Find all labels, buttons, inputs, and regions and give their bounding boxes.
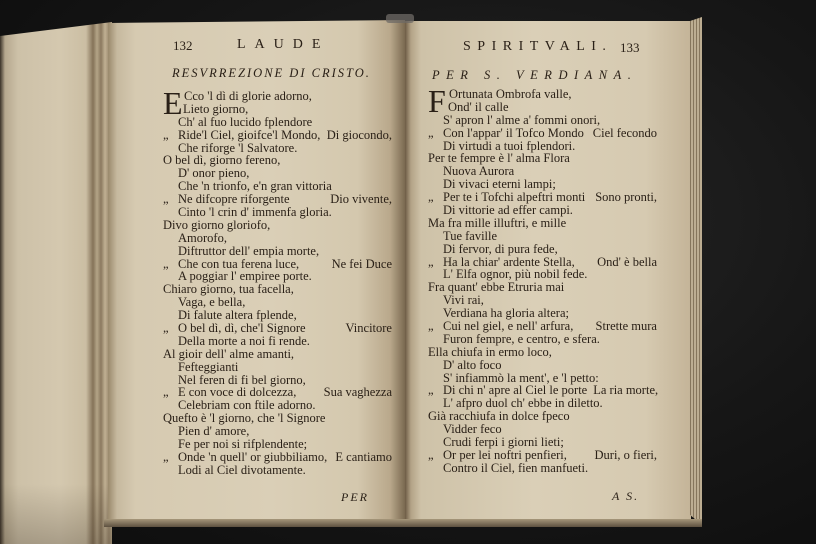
poem-title: PER S. VERDIANA. xyxy=(432,68,638,82)
verse-line: Celebriam con ftile adorno. xyxy=(178,398,316,413)
quote-mark: „ xyxy=(163,449,169,464)
drop-cap: F xyxy=(428,83,446,119)
verse-line xyxy=(428,127,657,140)
verse-rhyme-aside: Vincitore xyxy=(345,321,392,336)
quote-mark: „ xyxy=(428,447,434,462)
verse-text: Ride'l Ciel, gioifce'l Mondo, xyxy=(178,127,321,142)
verse-line: Lieto giorno, xyxy=(183,101,249,116)
verse-line: Contro il Ciel, fien manfueti. xyxy=(443,460,589,475)
verse-line: Vivi rai, xyxy=(443,293,484,308)
quote-mark: „ xyxy=(163,385,169,400)
verse-line: Furon fempre, e centro, e sfera. xyxy=(443,331,600,346)
quote-mark: „ xyxy=(428,190,434,205)
verse-text: Cui nel giel, e nell' arfura, xyxy=(443,319,574,334)
verse-line: Di falute altera fplende, xyxy=(178,308,297,323)
poem-title: RESVRREZIONE DI CRISTO. xyxy=(172,66,371,80)
verse-line: Vaga, e bella, xyxy=(178,295,246,310)
verse-line: Diftruttor dell' empia morte, xyxy=(178,243,320,258)
verse-line: Lodi al Ciel divotamente. xyxy=(178,462,306,477)
verse-rhyme-aside: Strette mura xyxy=(595,319,657,334)
verse-line: Nel feren di fi bel giorno, xyxy=(178,372,306,387)
verse-text: O bel dì, dì, che'l Signore xyxy=(178,321,306,336)
verse-line: Divo giorno gloriofo, xyxy=(163,217,271,232)
verse-line: L' afpro duol ch' ebbe in diletto. xyxy=(443,396,603,411)
quote-mark: „ xyxy=(163,127,169,142)
page-number: 132 xyxy=(173,38,193,53)
verse-rhyme-aside: E cantiamo xyxy=(335,449,392,464)
verse-rhyme-aside: Dio vivente, xyxy=(330,192,392,207)
verse-line xyxy=(163,129,392,142)
quote-mark: „ xyxy=(163,256,169,271)
verse-text: Ne difcopre riforgente xyxy=(178,192,290,207)
verse-rhyme-aside: Sono pronti, xyxy=(595,190,657,205)
verse-line: Ond' il calle xyxy=(448,99,509,114)
quote-mark: „ xyxy=(428,125,434,140)
verse-text: Ha la chiar' ardente Stella, xyxy=(443,254,575,269)
running-head: LAUDE xyxy=(237,37,330,52)
verse-line xyxy=(163,451,392,464)
verse-text: E con voce di dolcezza, xyxy=(178,385,297,400)
quote-mark: „ xyxy=(428,319,434,334)
verse-rhyme-aside: La ria morte, xyxy=(593,383,659,398)
catchword: PER xyxy=(341,490,369,504)
quote-mark: „ xyxy=(163,192,169,207)
verse-rhyme-aside: Ciel fecondo xyxy=(592,125,657,140)
verse-line: A poggiar l' empiree porte. xyxy=(178,269,312,284)
verse-text: Con l'appar' il Tofco Mondo xyxy=(443,125,584,140)
verse-line: Ch' al fuo lucido fplendore xyxy=(178,114,313,129)
verse-text: Onde 'n quell' or giubbiliamo, xyxy=(178,449,328,464)
verse-line: Di vittorie ad effer campi. xyxy=(443,203,573,218)
book-fore-edge-left xyxy=(0,22,112,544)
verse-line: Quefto è 'l giorno, che 'l Signore xyxy=(163,411,326,426)
verse-line: Di fervor, di pura fede, xyxy=(443,241,558,256)
page-stack-edge-bottom xyxy=(104,519,702,527)
verse-line: Verdiana ha gloria altera; xyxy=(443,306,569,321)
verse-line: S' apron l' alme a' fommi onori, xyxy=(443,112,601,127)
verse-line: L' Elfa ognor, più nobil fede. xyxy=(443,267,588,282)
quote-mark: „ xyxy=(428,383,434,398)
catchword: A S. xyxy=(612,489,640,503)
page-stack-edge-right xyxy=(690,17,702,525)
verse-line: Fra quant' ebbe Etruria mai xyxy=(428,280,565,295)
verse-line: Cinto 'l crin d' immenfa gloria. xyxy=(178,205,332,220)
verse-line: O bel dì, giorno fereno, xyxy=(163,153,281,168)
verse-rhyme-aside: Duri, o fieri, xyxy=(594,447,657,462)
verse-line: Per te fempre è l' alma Flora xyxy=(428,151,570,166)
verse-line xyxy=(428,320,657,333)
verse-rhyme-aside: Di giocondo, xyxy=(326,127,392,142)
quote-mark: „ xyxy=(163,321,169,336)
verse-rhyme-aside: Ond' è bella xyxy=(597,254,657,269)
verse-line: Chiaro giorno, tua facella, xyxy=(163,282,294,297)
verse-line: Che riforge 'l Salvatore. xyxy=(178,140,298,155)
verse-text: Che con tua ferena luce, xyxy=(178,256,300,271)
verse-line: Ma fra mille illuftri, e mille xyxy=(428,215,567,230)
drop-cap: E xyxy=(163,85,183,121)
verse-text: Ortunata Ombrofa valle, xyxy=(449,87,572,101)
verse-line: Vidder feco xyxy=(443,422,502,437)
binding-thread xyxy=(386,14,414,23)
verse-block xyxy=(163,85,392,477)
verse-rhyme-aside: Ne fei Duce xyxy=(331,256,392,271)
verse-line: Ella chiufa in ermo loco, xyxy=(428,344,552,359)
verse-line: Di virtudi a tuoi fplendori. xyxy=(443,138,576,153)
verse-line: Della morte a noi fi rende. xyxy=(178,333,310,348)
verse-line: Al gioir dell' alme amanti, xyxy=(163,346,295,361)
verse-line: Fe per noi si rifplendente; xyxy=(178,437,308,452)
page-number: 133 xyxy=(620,40,640,55)
verse-line: Che 'n trionfo, e'n gran vittoria xyxy=(178,179,332,194)
verse-text: Per te i Tofchi alpeftri monti xyxy=(443,190,586,205)
verse-line: Già racchiufa in dolce fpeco xyxy=(428,409,570,424)
verse-line: D' alto foco xyxy=(443,357,502,372)
verse-line: D' onor pieno, xyxy=(178,166,250,181)
verse-line: S' infiammò la ment', e 'l petto: xyxy=(443,370,599,385)
quote-mark: „ xyxy=(428,254,434,269)
verse-line: Pien d' amore, xyxy=(178,424,250,439)
verse-line xyxy=(428,449,657,462)
verse-line xyxy=(163,322,392,335)
verse-line: Tue faville xyxy=(443,228,498,243)
verse-block xyxy=(428,83,659,475)
verse-text: Or per lei noftri penfieri, xyxy=(443,447,567,462)
verse-line: Crudi ferpi i giorni lieti; xyxy=(443,435,564,450)
verse-line: Nuova Aurora xyxy=(443,164,515,179)
verse-rhyme-aside: Sua vaghezza xyxy=(323,385,392,400)
verse-line: Di vivaci eterni lampi; xyxy=(443,177,556,192)
verse-line: Fefteggianti xyxy=(178,359,239,374)
running-head: SPIRITVALI. xyxy=(463,39,613,54)
verse-text: Di chi n' apre al Ciel le porte xyxy=(443,383,588,398)
verse-line: Amorofo, xyxy=(178,230,227,245)
verse-text: Cco 'l dì di glorie adorno, xyxy=(184,89,312,103)
